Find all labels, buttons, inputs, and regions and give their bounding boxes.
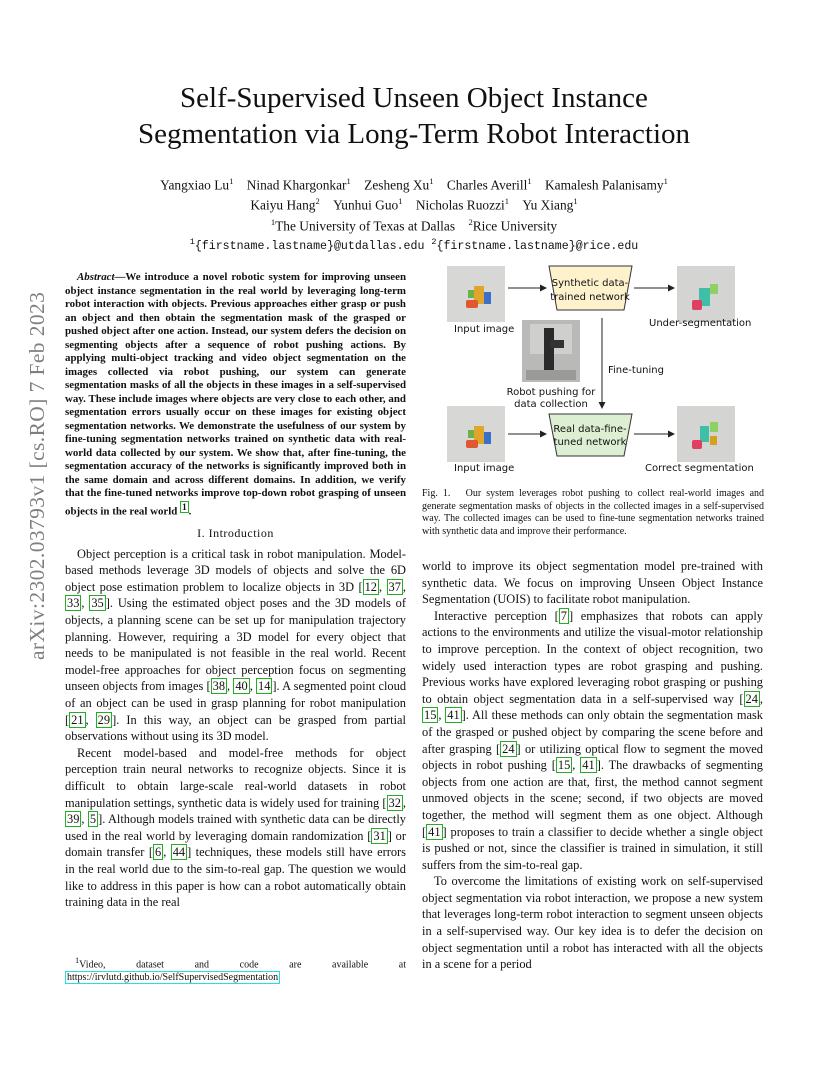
paragraph-text: , [249,679,257,694]
author-affiliation-mark: 1 [504,196,509,207]
affiliation-rice: Rice University [472,218,558,234]
footnote [65,954,406,984]
citation-link[interactable]: 35 [91,596,104,611]
paragraph-text: , [227,679,234,694]
citation-link[interactable]: 31 [373,828,386,843]
title-line-2: Segmentation via Long-Term Robot Interaction [137,118,691,150]
citation-link[interactable]: 41 [447,708,460,723]
paragraph-text: ]. The drawbacks of segmenting objects from one action are that, first, the method cannot segment unmoved objects in the scene; second, if two objects are moved together, the method will segment them as one object. Although [ [422,758,763,839]
section-heading-introduction: I. Introduction [197,525,274,540]
intro-paragraph-1 [65,546,406,745]
robot-pushing-line-2: data collection [514,399,588,410]
author-affiliation-mark: 1 [527,176,532,186]
author-line-2 [60,193,768,213]
author-name: Ninad Khargonkar [246,177,347,193]
author-name: Nicholas Ruozzi [415,197,505,213]
paragraph-text: ]. A segmented point cloud of an object can be used in grasp planning for robot manipulation [ [65,679,407,727]
paragraph-text: , [163,845,171,860]
synthetic-box-line-1: Synthetic data- [551,278,629,289]
author-name: Charles Averill [446,177,528,193]
project-link[interactable]: https://irvlutd.github.io/SelfSupervisedSegmentation [67,972,279,984]
citation-link[interactable]: 12 [364,579,377,594]
abstract [65,271,406,519]
citation-link[interactable]: 39 [67,812,80,827]
email-utd: {firstname.lastname}@utdallas.edu [194,240,425,254]
author-name: Yu Xiang [522,197,574,213]
citation-link[interactable]: 7 [560,608,567,623]
citation-link[interactable]: 6 [154,845,162,860]
robot-pushing-line-1: Robot pushing for [506,387,596,398]
author-name: Kamalesh Palanisamy [544,177,664,193]
paragraph-text: ]. Using the estimated object poses and the 3D models of objects, a planning scene can be set up for manipulation trajectory planning. However, requiring a 3D model for every object that needs to be manipulated is not feasible in the real world. Recent model-free approaches for object perception focus on segmenting unseen objects from images [ [65,596,406,694]
abstract-label: Abstract [77,271,115,283]
author-affiliation-mark: 1 [398,196,403,207]
author-name: Zesheng Xu [364,177,430,193]
paragraph-text: , [402,579,406,594]
paragraph-text: , [759,691,763,706]
intro-right-paragraph-2: To overcome the limitations of existing work on self-supervised object segmentation via robot interaction, we propose a new system that leverages long-term robot interaction to segment unseen objects in a self-supervised way. Our key idea is to defer the decision on object segmentation until a robot has interacted with all the objects in a scene for a period [422,874,763,972]
paragraph-text: ] or utilizing optical flow to segment the moved objects in robot pushing [ [422,741,764,773]
author-affiliation-mark: 1 [573,196,578,207]
robot-pushing-image [522,320,580,382]
citation-link[interactable]: 24 [745,691,758,706]
author-name: Kaiyu Hang [250,197,316,213]
abstract-text: —We introduce a novel robotic system for improving unseen object instance segmentation in the real world by leveraging long-term robot interaction with objects. Previous approaches either grasp or push an object and then obtain the segmentation mask of the grasped or pushed object after one action. Instead, our system defers the decision on segmenting objects after a sequence of robot pushing actions. By applying multi-object tracking and video object segmentation on the images collected via robot pushing, our system can generate segmentation masks of all the objects in these images in a self-supervised way. These include images where objects are very close to each other, and segmentation errors usually occur on these images for existing object segmentation networks. We demonstrate the usefulness of our system by fine-tuning segmentation networks trained on synthetic data with real-world data collected by our system. We show that, after fine-tuning, the segmentation accuracy of the networks is significantly improved both in the same domain and across different domains. In addition, we verify that the fine-tuned networks improve top-down robot grasping of unseen objects in the real world [65,271,406,518]
caption-label: Fig. 1. [422,488,451,499]
author-line-1 [60,173,768,193]
intro-right-paragraph-0: world to improve its object segmentation model pre-trained with synthetic data. We focus on improving Unseen Object Instance Segmentation (UOIS) to facilitate robot manipulation. [422,559,763,607]
paragraph-text: , [379,579,387,594]
citation-link[interactable]: 44 [172,845,186,860]
intro-right-paragraph-1 [422,608,763,874]
paragraph-text: Object perception is a critical task in robot manipulation. Model-based methods leverage 3D models of objects and solve the 6D object pose estimation problem to localize objects in 3D [ [65,546,406,594]
author-name: Yunhui Guo [333,197,399,213]
paragraph-text: ]. In this way, an object can be grasped from partial observations without using its 3D model. [65,712,406,744]
abstract-end: . [188,505,192,518]
paragraph-text: ]. Although models trained with synthetic data can be directly used in the real world by leveraging domain randomization [ [65,812,406,843]
real-box-line-2: tuned network [553,437,627,448]
arxiv-stamp: arXiv:2302.03793v1 [cs.RO] 7 Feb 2023 [25,291,49,660]
correct-segmentation-label: Correct segmentation [645,463,754,474]
left-column [65,271,406,911]
author-affiliation-mark: 2 [315,196,320,207]
citation-link[interactable]: 29 [97,712,111,727]
citation-link[interactable]: 40 [235,679,248,694]
citation-link[interactable]: 41 [428,824,441,839]
fine-tuning-label: Fine-tuning [608,365,664,376]
citation-link[interactable]: 32 [388,795,401,810]
citation-link[interactable]: 37 [388,579,401,594]
affiliations: $^1$The University of Texas at Dallas $^2$Rice University [270,216,558,234]
caption-text: Our system leverages robot pushing to collect real-world images and generate segmentation masks of objects in the collected images in a self-supervised way. The collected images can be used to fine-tune segmentation networks trained with synthetic data and improve their performance. [422,488,765,537]
citation-link[interactable]: 21 [71,712,84,727]
paragraph-text: , [438,708,446,723]
figure-1 [422,262,768,480]
paragraph-text: ] emphasizes that robots can apply actions to the environments and utilize the visual-motor relationship to improve perception. In the context of object recognition, two widely used interaction types are robot grasping and pushing. Previous works have explored leveraging robot grasping or pushing to obtain object segmentation data in a self-supervised way [ [422,608,763,706]
paragraph-text: , [81,812,88,827]
correct-segmentation-image [677,406,735,462]
paragraph-text: , [402,795,406,810]
paragraph-text: , [81,596,90,611]
citation-link[interactable]: 33 [67,596,80,611]
real-box-line-1: Real data-fine- [553,424,627,435]
paragraph-text: , [85,712,96,727]
author-name: Yangxiao Lu [160,177,230,193]
input-image-bottom [447,406,505,462]
input-image-bottom-label: Input image [454,463,515,474]
paragraph-text: ] or domain transfer [ [65,828,406,860]
real-network-box [549,414,632,456]
citation-link[interactable]: 24 [502,741,515,756]
intro-paragraph-2 [65,745,406,911]
citation-link[interactable]: 14 [258,679,271,694]
citation-link[interactable]: 15 [557,758,571,773]
paper-title [60,80,768,152]
paragraph-text: Interactive perception [ [434,608,559,623]
paragraph-text: ] techniques, these models still have errors in the real world due to the sim-to-real gap. The question we would like to address in this paper is how can a robot automatically obtain training data in the real [65,845,406,910]
citation-link[interactable]: 15 [424,708,437,723]
abstract-footnote-link[interactable]: 1 [182,501,187,512]
author-affiliation-mark: 1 [429,176,434,186]
figure-caption [422,488,764,538]
author-affiliation-mark: 1 [229,176,234,186]
paragraph-text: ]. All these methods can only obtain the segmentation mask of the grasped or pushed object by comparing the scene before and after grasping [ [422,708,763,756]
citation-link[interactable]: 5 [89,812,97,827]
under-segmentation-label: Under-segmentation [649,318,752,329]
author-affiliation-mark: 1 [346,176,351,186]
title-line-1: Self-Supervised Unseen Object Instance [180,82,648,114]
under-segmentation-image [677,266,735,322]
paragraph-text: , [572,758,581,773]
email-rice: {firstname.lastname}@rice.edu [436,240,639,254]
affiliation-utd: The University of Texas at Dallas [275,218,456,234]
emails: $^1${firstname.lastname}@utdallas.edu $^2${firstname.lastname}@rice.edu [189,237,639,254]
right-column [422,558,763,973]
footnote-text: Video, dataset and code are available at [79,959,406,971]
author-affiliation-mark: 1 [663,176,668,186]
citation-link[interactable]: 38 [212,679,226,694]
footnote-mark: 1 [75,956,80,965]
paragraph-text: Recent model-based and model-free methods for object perception train neural networks to recognize objects. Since it is difficult to obtain large-scale real-world datasets in robot manipulation settings, synthetic data is widely used for training [ [65,745,406,810]
author-block [60,173,768,255]
citation-link[interactable]: 41 [582,758,595,773]
synthetic-box-line-2: trained network [550,292,630,303]
input-image-top-label: Input image [454,324,515,335]
paragraph-text: ] proposes to train a classifier to decide whether a single object is pushed or not, since the classifier is trained in simulation, it still suffers from the sim-to-real gap. [422,824,763,872]
input-image-top [447,266,505,322]
